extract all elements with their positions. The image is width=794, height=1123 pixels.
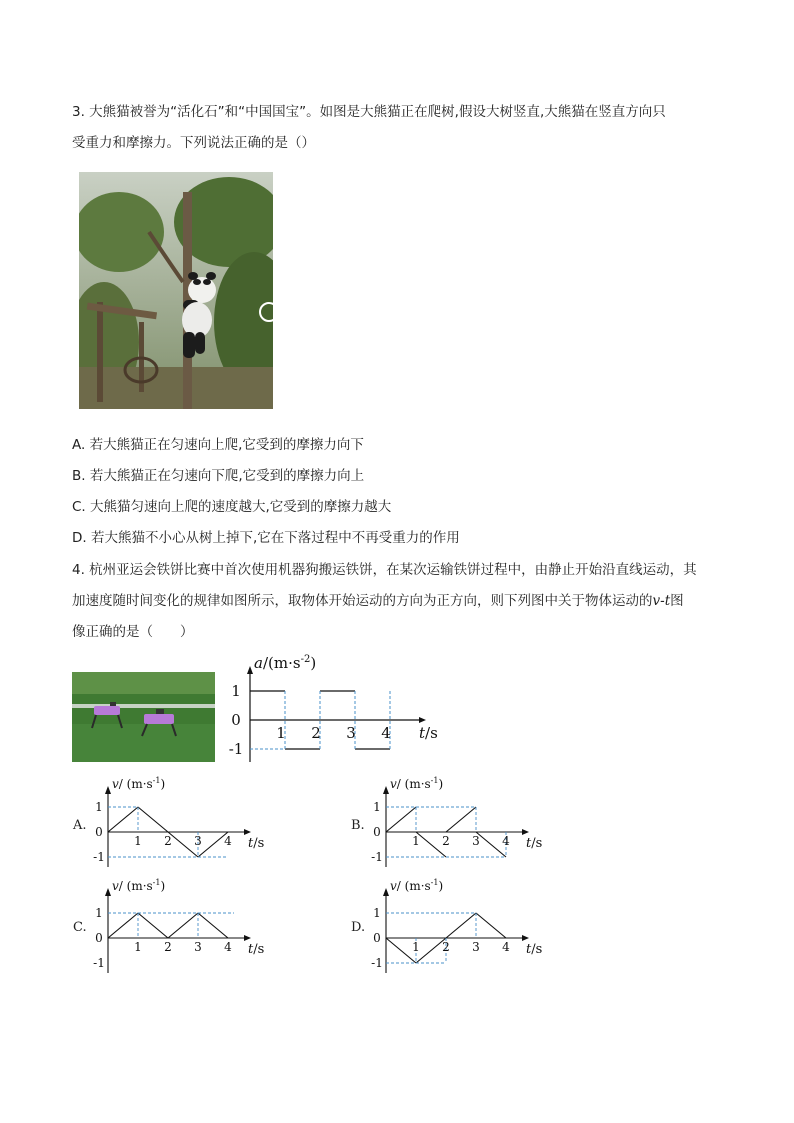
opt-x-arrow [522, 829, 529, 835]
opt-tick-x: 2 [164, 834, 172, 848]
opt-ylabel-close: ) [160, 879, 166, 893]
opt-ylabel-exp: -1 [430, 776, 439, 785]
opt-ylabel [390, 776, 443, 791]
opt-xlabel-var: t [248, 942, 254, 957]
opt-tick-y: 1 [95, 800, 103, 814]
opt-x-arrow [522, 935, 529, 941]
opt-tick-x: 4 [502, 940, 510, 954]
a-ylabel-exp: -2 [300, 654, 311, 665]
opt-vt-segment [108, 807, 138, 832]
opt-vt-segment [198, 913, 228, 938]
opt-vt-segment [138, 913, 168, 938]
a-tick-x: 1 [276, 724, 286, 742]
opt-tick-x: 1 [412, 834, 420, 848]
opt-tick-x: 4 [502, 834, 510, 848]
opt-tick-y: -1 [93, 850, 105, 864]
opt-ylabel-exp: -1 [152, 776, 161, 785]
acceleration-graph-content [229, 666, 426, 762]
opt-ylabel-unit: / (m·s [118, 879, 153, 893]
opt-vt-segment [476, 913, 506, 938]
option-b-label: B. [351, 818, 365, 833]
a-xlabel [419, 724, 438, 742]
opt-ylabel-unit: / (m·s [396, 879, 431, 893]
q3-option-d: D. 若大熊猫不小心从树上掉下,它在下落过程中不再受重力的作用 [72, 530, 460, 546]
q3-stem-line1: 3. 大熊猫被誉为“活化石”和“中国国宝”。如图是大熊猫正在爬树,假设大树竖直,大熊猫在竖直方向只 [72, 104, 666, 120]
opt-ylabel-var: v [390, 777, 397, 791]
opt-tick-x: 2 [442, 834, 450, 848]
option-d-label: D. [351, 920, 366, 935]
opt-tick-y: 1 [373, 906, 381, 920]
a-ylabel [254, 654, 316, 672]
opt-vt-segment [446, 807, 476, 832]
a-tick-y: -1 [228, 740, 244, 758]
q3-option-c: C. 大熊猫匀速向上爬的速度越大,它受到的摩擦力越大 [72, 499, 392, 515]
opt-ylabel-close: ) [438, 777, 444, 791]
q3-option-b: B. 若大熊猫正在匀速向下爬,它受到的摩擦力向上 [72, 468, 365, 484]
opt-vt-segment [168, 913, 198, 938]
q3-option-a: A. 若大熊猫正在匀速向上爬,它受到的摩擦力向下 [72, 437, 364, 453]
opt-tick-y: 1 [95, 906, 103, 920]
panda-photo [79, 172, 273, 409]
opt-ylabel-unit: / (m·s [396, 777, 431, 791]
option-d-vt-graph[interactable] [370, 876, 556, 976]
opt-tick-x: 2 [164, 940, 172, 954]
opt-y-arrow [105, 888, 111, 896]
opt-tick-x: 3 [194, 834, 202, 848]
a-y-arrow [247, 666, 253, 674]
q4-stem-line1: 4. 杭州亚运会铁饼比赛中首次使用机器狗搬运铁饼，在某次运输铁饼过程中，由静止开始沿直线运动，其 [72, 562, 697, 578]
opt-x-arrow [244, 829, 251, 835]
a-xlabel-var: t [419, 724, 426, 742]
q4-stem-vt-symbol: v-t [652, 593, 671, 609]
a-ylabel-unit: /(m·s [262, 654, 301, 672]
opt-vt-segment [386, 807, 416, 832]
opt-ylabel-var: v [112, 777, 119, 791]
opt-xlabel-unit: /s [253, 942, 265, 957]
opt-ylabel-exp: -1 [430, 878, 439, 887]
opt-xlabel [248, 942, 264, 957]
opt-tick-y: 0 [95, 825, 103, 839]
a-tick-y: 0 [231, 711, 241, 729]
opt-tick-x: 3 [472, 940, 480, 954]
opt-ylabel-close: ) [160, 777, 166, 791]
opt-tick-x: 3 [194, 940, 202, 954]
opt-tick-x: 2 [442, 940, 450, 954]
opt-ylabel [390, 878, 443, 893]
option-c-label: C. [73, 920, 87, 935]
opt-ylabel-exp: -1 [152, 878, 161, 887]
a-tick-y: 1 [231, 682, 241, 700]
opt-y-arrow [383, 888, 389, 896]
opt-xlabel-var: t [526, 942, 532, 957]
opt-tick-x: 4 [224, 940, 232, 954]
opt-y-arrow [105, 786, 111, 794]
a-ylabel-var: a [254, 654, 263, 672]
acceleration-time-graph [226, 650, 442, 772]
opt-tick-x: 1 [134, 940, 142, 954]
opt-xlabel [248, 836, 264, 851]
opt-ylabel [112, 776, 165, 791]
opt-ylabel-close: ) [438, 879, 444, 893]
q4-stem-line3: 像正确的是（ ） [72, 624, 194, 640]
opt-tick-y: -1 [371, 956, 383, 970]
opt-tick-x: 1 [134, 834, 142, 848]
a-tick-x: 3 [346, 724, 356, 742]
opt-xlabel [526, 942, 542, 957]
opt-tick-y: 1 [373, 800, 381, 814]
opt-y-arrow [383, 786, 389, 794]
opt-ylabel [112, 878, 165, 893]
q4-stem-line2-text: 加速度随时间变化的规律如图所示，取物体开始运动的方向为正方向，则下列图中关于物体运动的 [72, 593, 653, 609]
opt-tick-y: -1 [93, 956, 105, 970]
a-x-arrow [419, 717, 426, 723]
robot-dogs-image [72, 672, 215, 762]
option-a-label: A. [73, 818, 87, 833]
option-c-vt-graph[interactable] [92, 876, 278, 976]
robot-dog-photo [72, 672, 215, 762]
panda-climbing-tree-image [79, 172, 273, 409]
opt-tick-x: 3 [472, 834, 480, 848]
opt-xlabel [526, 836, 542, 851]
a-tick-x: 4 [381, 724, 391, 742]
a-tick-x: 2 [311, 724, 321, 742]
option-a-vt-graph[interactable] [92, 774, 278, 870]
opt-xlabel-unit: /s [531, 836, 543, 851]
opt-xlabel-var: t [526, 836, 532, 851]
opt-xlabel-unit: /s [253, 836, 265, 851]
opt-tick-x: 1 [412, 940, 420, 954]
opt-tick-y: 0 [373, 931, 381, 945]
a-xlabel-unit: /s [425, 724, 438, 742]
opt-tick-y: 0 [373, 825, 381, 839]
opt-ylabel-unit: / (m·s [118, 777, 153, 791]
opt-vt-segment [108, 913, 138, 938]
opt-x-arrow [244, 935, 251, 941]
opt-tick-y: -1 [371, 850, 383, 864]
opt-tick-x: 4 [224, 834, 232, 848]
q4-stem-line2 [72, 592, 684, 610]
opt-xlabel-var: t [248, 836, 254, 851]
a-ylabel-close: ) [310, 654, 317, 672]
q3-stem-line2: 受重力和摩擦力。下列说法正确的是（） [72, 135, 315, 151]
q4-stem-line2-end: 图 [670, 593, 684, 609]
opt-tick-y: 0 [95, 931, 103, 945]
opt-xlabel-unit: /s [531, 942, 543, 957]
option-b-vt-graph[interactable] [370, 774, 556, 870]
opt-ylabel-var: v [112, 879, 119, 893]
opt-ylabel-var: v [390, 879, 397, 893]
